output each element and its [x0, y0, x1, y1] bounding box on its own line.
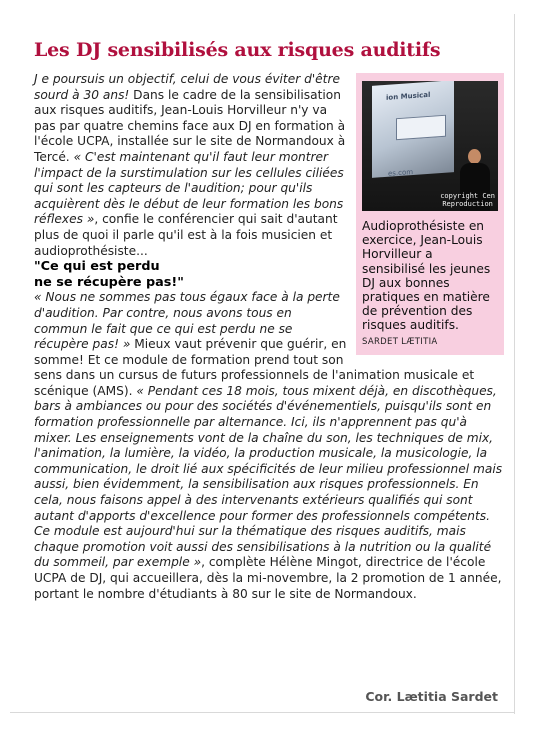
right-border [514, 14, 515, 714]
lead-text-1: Dans le cadre de la sensibilisation aux risques auditifs, Jean-Louis Horvilleur n'y va pas par quatre chemins face aux DJ en formation à l'école UCPA, installée sur le site de Normandoux à Tercé. [34, 87, 346, 164]
watermark-line-1: copyright Cen [440, 192, 495, 200]
photo-credit: SARDET LÆTITIA [362, 336, 438, 347]
screen-dialog [396, 115, 446, 140]
headline: Les DJ sensibilisés aux risques auditifs [34, 39, 441, 61]
projection-screen [372, 81, 454, 178]
body-quote-1: « Nous ne sommes pas tous égaux face à la perte d'audition. Par contre, nous avons tous en commun le fait que ce qui est perdu ne se récupère pas! » [34, 290, 340, 352]
author-signature: Cor. Lætitia Sardet [365, 689, 498, 704]
bottom-border [10, 712, 515, 713]
photo [362, 81, 498, 211]
lead-text-2: , confie le conférencier qui sait d'autant plus de quoi il parle qu'il est à la fois musicien et audioprothésiste... [34, 212, 338, 258]
lead-quote-1: J e poursuis un objectif, celui de vous éviter d'être sourd à 30 ans! [34, 72, 340, 102]
speaker-head [468, 149, 481, 164]
photo-watermark [440, 192, 495, 208]
screen-footer: es.com [388, 167, 414, 178]
article-body [34, 72, 504, 602]
lead-quote-2: « C'est maintenant qu'il faut leur montrer l'impact de la surstimulation sur les cellules ciliées qui sont les capteurs de l'audition; pour qu'ils acquièrent dès le début de leur formation les bons réflexes » [34, 149, 344, 227]
body-text-2: , complète Hélène Mingot, directrice de l'école UCPA de DJ, qui accueillera, dès la mi-novembre, la 2 promotion de 1 année, portant le nombre d'étudiants à 80 sur le site de Normandoux. [34, 555, 502, 601]
photo-caption: Audioprothésiste en exercice, Jean-Louis Horvilleur a sensibilisé les jeunes DJ aux bonnes pratiques en matière de prévention des risques auditifs. [362, 219, 491, 333]
body-quote-2: « Pendant ces 18 mois, tous mixent déjà, en discothèques, bars à ambiances ou pour des sociétés d'événementiels, puisqu'ils sont en formation professionnelle par alternance. Ici, ils n'apprennent pas qu'à mixer. Les enseignements vont de la chaîne du son, les techniques de mix, l'animation, la lumière, la vidéo, la production musicale, la musicologie, la communication, le droit lié aux spécificités de leur milieu professionnel mais aussi, bien évidemment, la sensibilisation aux risques professionnels. En cela, nous faisons appel à des intervenants extérieurs qualifiés qui sont autant d'apports d'excellence pour former des professionnels compétents. Ce module est aujourd'hui sur la thématique des risques auditifs, mais chaque promotion voit aussi des sensibilisations à la nutrition ou la qualité du sommeil, par exemple » [34, 383, 503, 570]
screen-title: ion Musical [386, 90, 431, 102]
photo-figure [356, 73, 504, 355]
subheading-line-2: ne se récupère pas!" [34, 274, 184, 290]
body-text-1: Mieux vaut prévenir que guérir, en somme! Et ce module de formation prend tout son sens dans un cursus de futurs professionnels de l'animation musicale et scénique (AMS). [34, 337, 475, 398]
watermark-line-2: Reproduction [442, 200, 493, 208]
subheading-line-1: "Ce qui est perdu [34, 259, 160, 275]
